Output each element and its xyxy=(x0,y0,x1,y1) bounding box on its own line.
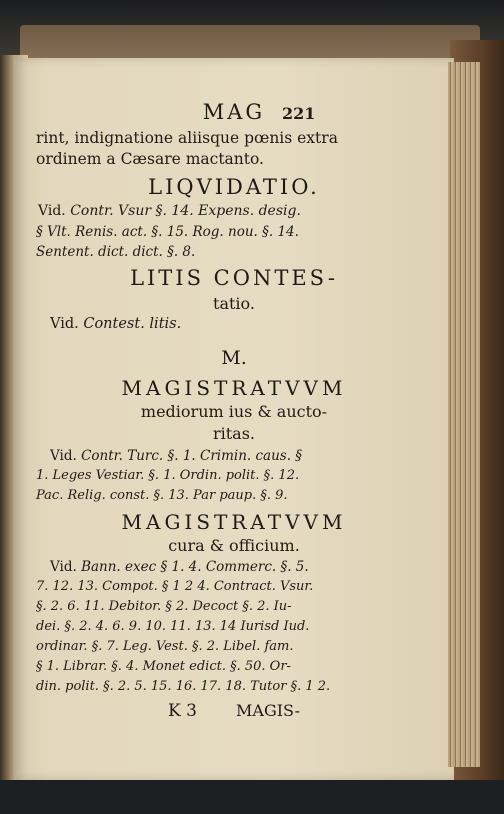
entry-heading: MAGISTRATVVM xyxy=(121,376,347,400)
vid-label: Vid. xyxy=(50,316,79,332)
book-page xyxy=(14,58,454,780)
page-fore-edge xyxy=(448,62,480,767)
entry-heading: LITIS CONTES- xyxy=(130,266,338,290)
vid-label: Vid. xyxy=(50,448,77,464)
reference-line: § Vlt. Renis. act. §. 15. Rog. nou. §. 14. xyxy=(36,224,299,240)
reference-line: Vid. Bann. exec § 1. 4. Commerc. §. 5. xyxy=(50,559,309,575)
entry-heading-continuation: cura & officium. xyxy=(168,536,300,555)
entry-heading: LIQVIDATIO. xyxy=(148,175,320,199)
reference-line: 1. Leges Vestiar. §. 1. Ordin. polit. §. 12. xyxy=(36,468,300,483)
entry-heading-continuation: mediorum ius & aucto- xyxy=(140,402,328,421)
section-letter: M. xyxy=(221,347,247,369)
page-number: 221 xyxy=(282,104,316,123)
reference-line: din. polit. §. 2. 5. 15. 16. 17. 18. Tutor §. 1 2. xyxy=(36,679,331,694)
signature-mark: K 3 xyxy=(168,701,197,721)
entry-heading-continuation: ritas. xyxy=(212,424,256,443)
text-line: ordinem a Cæsare mactanto. xyxy=(36,150,264,168)
reference-line: Sentent. dict. dict. §. 8. xyxy=(36,244,196,260)
background-bottom xyxy=(0,780,504,814)
reference-line: Vid. Contest. litis. xyxy=(50,316,182,332)
reference-line: ordinar. §. 7. Leg. Vest. §. 2. Libel. fam. xyxy=(36,639,294,654)
reference-line: dei. §. 2. 4. 6. 9. 10. 11. 13. 14 Iurisd Iud. xyxy=(36,619,310,634)
vid-label: Vid. xyxy=(38,203,66,219)
reference-line: Pac. Relig. const. §. 13. Par paup. §. 9. xyxy=(36,488,288,503)
entry-heading-continuation: tatio. xyxy=(213,294,255,313)
catchword: MAGIS- xyxy=(236,701,300,720)
reference-line: Vid. Contr. Turc. §. 1. Crimin. caus. § xyxy=(50,448,303,464)
vid-label: Vid. xyxy=(50,559,77,575)
text-line: rint, indignatione aliisque pœnis extra xyxy=(36,129,338,147)
entry-heading: MAGISTRATVVM xyxy=(121,510,347,534)
reference-line: 7. 12. 13. Compot. § 1 2 4. Contract. Vsur. xyxy=(36,579,314,594)
reference-line: § 1. Librar. §. 4. Monet edict. §. 50. Or- xyxy=(36,659,291,674)
running-head: MAG xyxy=(202,100,266,124)
reference-line: Vid. Contr. Vsur §. 14. Expens. desig. xyxy=(38,203,301,219)
reference-line: §. 2. 6. 11. Debitor. § 2. Decoct §. 2. Iu- xyxy=(36,599,292,614)
